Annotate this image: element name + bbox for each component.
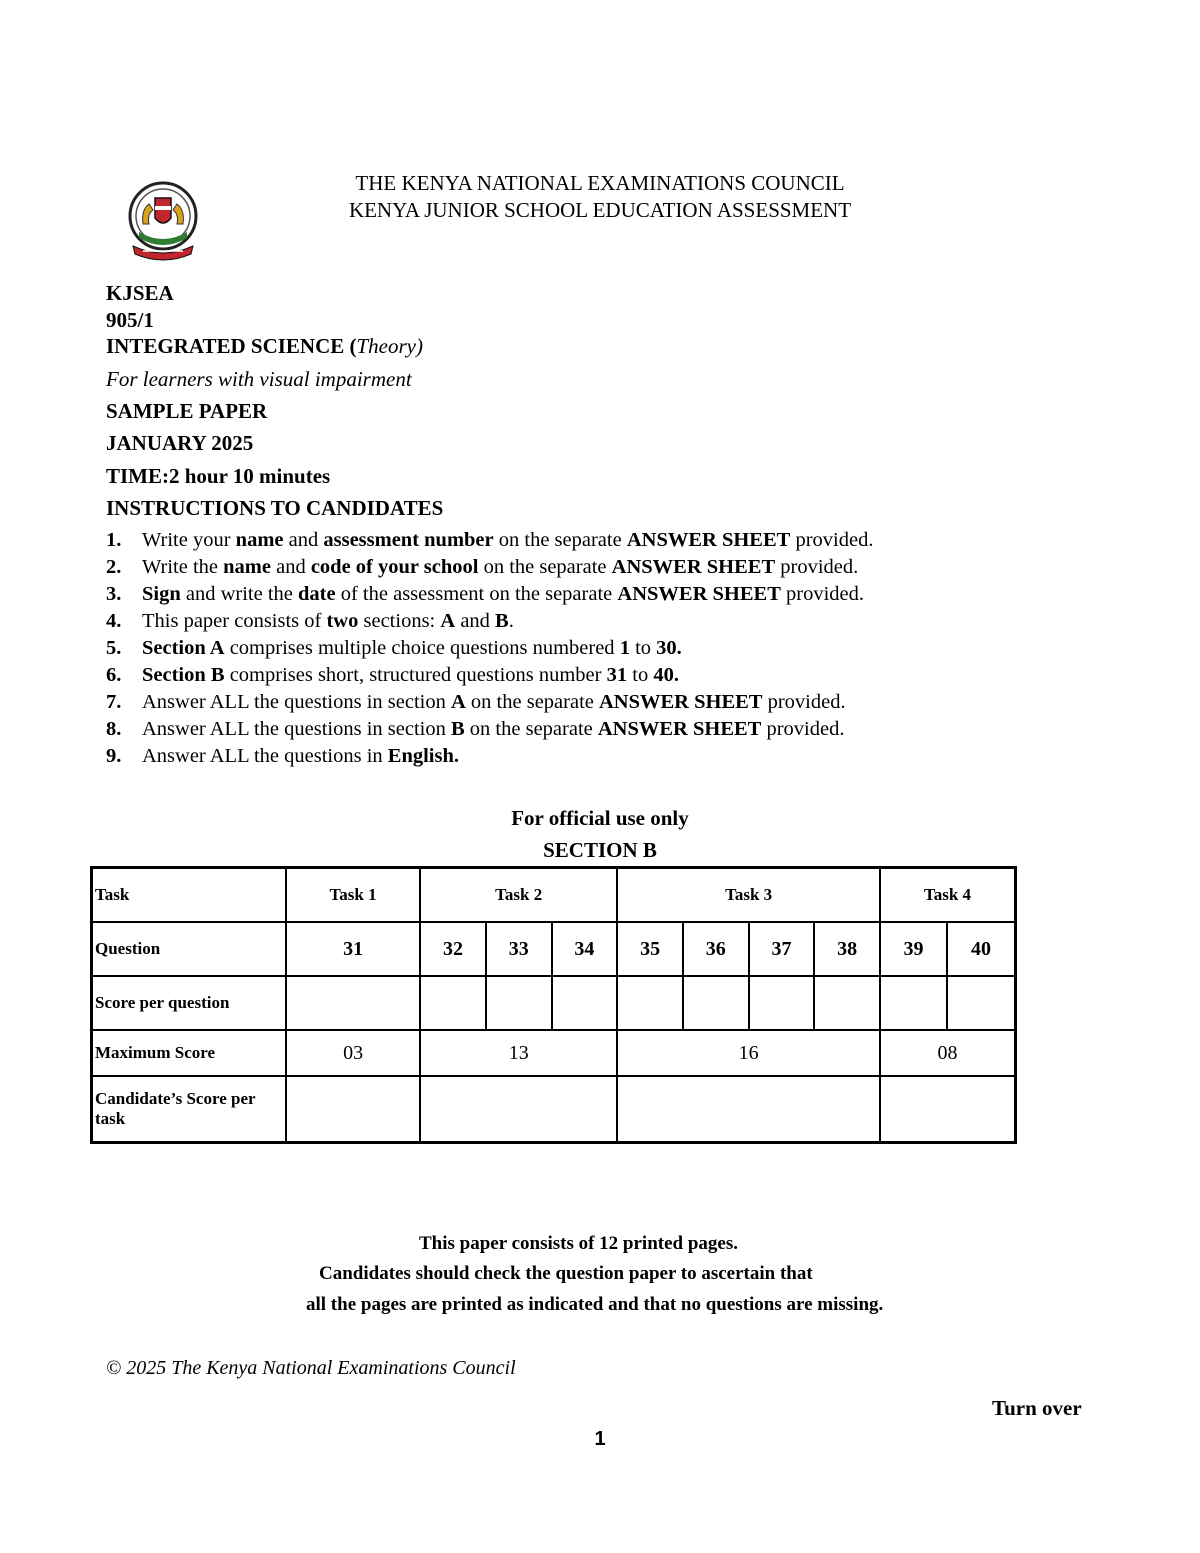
page-count-note: This paper consists of 12 printed pages. xyxy=(419,1233,739,1254)
subject-title xyxy=(106,334,423,359)
instruction-text: English. xyxy=(387,745,460,767)
instruction-text: two xyxy=(326,610,359,632)
score-entry-cell[interactable] xyxy=(420,976,486,1030)
question-number: 36 xyxy=(683,922,749,976)
instruction-text: Answer ALL the questions in section xyxy=(142,691,451,713)
instruction-text: Answer ALL the questions in xyxy=(142,745,388,767)
score-row xyxy=(92,976,1016,1030)
question-number: 33 xyxy=(486,922,552,976)
section-b-score-table xyxy=(90,866,1017,1144)
max-score-row-label: Maximum Score xyxy=(92,1030,287,1076)
instruction-number: 1. xyxy=(106,529,122,551)
instruction-number: 5. xyxy=(106,637,122,659)
score-entry-cell[interactable] xyxy=(286,976,420,1030)
instruction-text: This paper consists of xyxy=(142,610,327,632)
score-entry-cell[interactable] xyxy=(880,976,947,1030)
audience-note: For learners with visual impairment xyxy=(106,367,412,391)
instruction-text: comprises short, structured questions number xyxy=(224,664,607,686)
question-number: 38 xyxy=(814,922,880,976)
instruction-number: 7. xyxy=(106,691,122,713)
max-score-value: 03 xyxy=(286,1030,420,1076)
instruction-text: provided. xyxy=(775,556,859,578)
question-row xyxy=(92,922,1016,976)
task-header: Task 2 xyxy=(420,868,617,923)
instruction-text: sections: xyxy=(358,610,441,632)
instruction-text: provided. xyxy=(780,583,864,605)
paper-type: SAMPLE PAPER xyxy=(106,399,268,423)
check-note-line2: all the pages are printed as indicated and that no questions are missing. xyxy=(306,1294,884,1315)
instruction-text: and xyxy=(283,529,324,551)
subject-name: INTEGRATED SCIENCE ( xyxy=(106,334,357,358)
instruction-item xyxy=(106,554,873,581)
turn-over-label: Turn over xyxy=(992,1396,1082,1420)
score-row-label: Score per question xyxy=(92,976,287,1030)
instruction-text: ANSWER SHEET xyxy=(599,691,763,713)
official-use-title: For official use only xyxy=(511,806,689,830)
instruction-text: A xyxy=(440,610,456,632)
instruction-text: on the separate xyxy=(464,718,598,740)
instruction-text: name xyxy=(223,556,271,578)
instruction-text: . xyxy=(508,610,514,632)
task-header: Task 4 xyxy=(880,868,1016,923)
score-entry-cell[interactable] xyxy=(947,976,1015,1030)
instruction-text: B xyxy=(450,718,465,740)
instruction-text: on the separate xyxy=(493,529,627,551)
instruction-item xyxy=(106,689,873,716)
instruction-text: comprises multiple choice questions numbered xyxy=(224,637,620,659)
question-number: 35 xyxy=(617,922,683,976)
instructions-heading: INSTRUCTIONS TO CANDIDATES xyxy=(106,496,444,520)
max-score-row xyxy=(92,1030,1016,1076)
assessment-title: KENYA JUNIOR SCHOOL EDUCATION ASSESSMENT xyxy=(348,198,852,222)
instruction-item xyxy=(106,581,873,608)
question-number: 37 xyxy=(749,922,815,976)
task-row xyxy=(92,868,1016,923)
instruction-text: to xyxy=(627,664,654,686)
instruction-text: and xyxy=(455,610,496,632)
instruction-number: 2. xyxy=(106,556,122,578)
candidate-score-cell[interactable] xyxy=(617,1076,880,1143)
instruction-text: provided. xyxy=(762,691,846,713)
score-entry-cell[interactable] xyxy=(617,976,683,1030)
candidate-score-row-label: Candidate’s Score per task xyxy=(92,1076,287,1143)
candidate-score-cell[interactable] xyxy=(880,1076,1016,1143)
exam-date: JANUARY 2025 xyxy=(106,431,254,455)
check-note-line1: Candidates should check the question paper to ascertain that xyxy=(319,1263,813,1284)
instruction-text: assessment number xyxy=(323,529,494,551)
instruction-number: 3. xyxy=(106,583,122,605)
question-number: 39 xyxy=(880,922,947,976)
question-number: 40 xyxy=(947,922,1015,976)
instruction-text: code of your school xyxy=(310,556,479,578)
instruction-item xyxy=(106,716,873,743)
section-b-title: SECTION B xyxy=(543,838,657,862)
instruction-text: ANSWER SHEET xyxy=(611,556,776,578)
max-score-value: 08 xyxy=(880,1030,1016,1076)
instruction-text: B xyxy=(495,610,509,632)
copyright-notice: © 2025 The Kenya National Examinations Council xyxy=(106,1357,516,1379)
candidate-score-cell[interactable] xyxy=(286,1076,420,1143)
task-header: Task 3 xyxy=(617,868,880,923)
score-entry-cell[interactable] xyxy=(683,976,749,1030)
exam-time: TIME:2 hour 10 minutes xyxy=(106,464,331,488)
instruction-text: Write the xyxy=(142,556,224,578)
instruction-text: A xyxy=(450,691,466,713)
instruction-text: date xyxy=(298,583,336,605)
score-entry-cell[interactable] xyxy=(749,976,815,1030)
instruction-text: 30. xyxy=(656,637,682,659)
instruction-text: provided. xyxy=(790,529,874,551)
page-number: 1 xyxy=(594,1428,606,1450)
instruction-text: ANSWER SHEET xyxy=(626,529,791,551)
candidate-score-row xyxy=(92,1076,1016,1143)
task-row-label: Task xyxy=(92,868,287,923)
candidate-score-cell[interactable] xyxy=(420,1076,617,1143)
exam-code: KJSEA xyxy=(106,281,174,305)
instruction-text: 1 xyxy=(619,637,630,659)
instruction-text: 40. xyxy=(653,664,679,686)
instruction-number: 6. xyxy=(106,664,122,686)
instruction-text: and xyxy=(270,556,311,578)
task-header: Task 1 xyxy=(286,868,420,923)
subject-type: Theory) xyxy=(356,334,423,358)
instruction-item xyxy=(106,608,873,635)
instruction-text: 31 xyxy=(606,664,628,686)
max-score-value: 16 xyxy=(617,1030,880,1076)
paper-number: 905/1 xyxy=(106,308,154,332)
instruction-text: of the assessment on the separate xyxy=(335,583,618,605)
instruction-text: on the separate xyxy=(465,691,599,713)
question-number: 32 xyxy=(420,922,486,976)
question-row-label: Question xyxy=(92,922,287,976)
instruction-text: Section A xyxy=(142,637,225,659)
instruction-text: and write the xyxy=(180,583,299,605)
instruction-text: provided. xyxy=(761,718,845,740)
instruction-number: 8. xyxy=(106,718,122,740)
instruction-item xyxy=(106,527,873,554)
score-entry-cell[interactable] xyxy=(552,976,618,1030)
question-number: 31 xyxy=(286,922,420,976)
instruction-text: Answer ALL the questions in section xyxy=(142,718,451,740)
score-entry-cell[interactable] xyxy=(486,976,552,1030)
instruction-text: Sign xyxy=(142,583,181,605)
instructions-list xyxy=(106,527,873,770)
council-title: THE KENYA NATIONAL EXAMINATIONS COUNCIL xyxy=(355,171,845,195)
max-score-value: 13 xyxy=(420,1030,617,1076)
instruction-text: on the separate xyxy=(478,556,612,578)
instruction-item xyxy=(106,662,873,689)
instruction-text: ANSWER SHEET xyxy=(617,583,781,605)
score-entry-cell[interactable] xyxy=(814,976,880,1030)
instruction-text: name xyxy=(235,529,284,551)
instruction-text: to xyxy=(629,637,657,659)
question-number: 34 xyxy=(552,922,618,976)
instruction-text: Section B xyxy=(142,664,225,686)
instruction-text: ANSWER SHEET xyxy=(597,718,762,740)
instruction-item xyxy=(106,743,873,770)
instruction-number: 4. xyxy=(106,610,122,632)
instruction-number: 9. xyxy=(106,745,122,767)
instruction-item xyxy=(106,635,873,662)
instruction-text: Write your xyxy=(142,529,236,551)
